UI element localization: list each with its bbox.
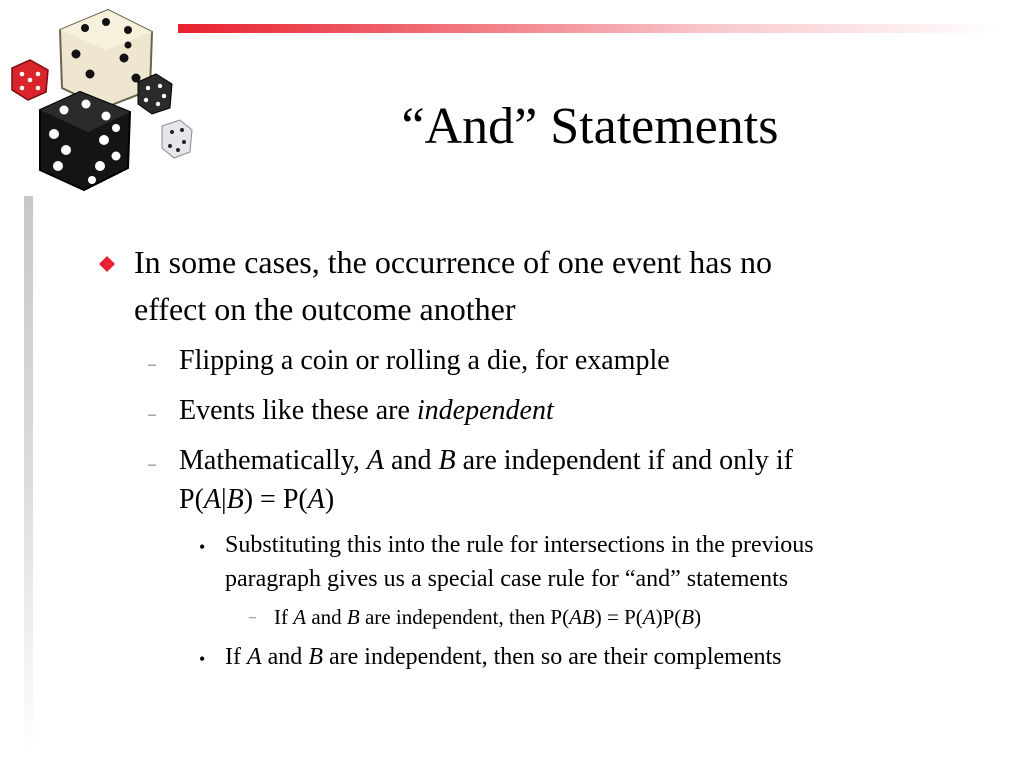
bullet-1-3-1-line-1: Substituting this into the rule for intersections in the previous bbox=[225, 532, 814, 558]
bullet-1-1: Flipping a coin or rolling a die, for example bbox=[179, 345, 670, 376]
bullet-1-3-line-2: P(A|B) = P(A) bbox=[179, 484, 335, 515]
bullet-1-2: Events like these are independent bbox=[179, 395, 554, 426]
emphasis-independent: independent bbox=[416, 395, 554, 426]
dash-marker: – bbox=[148, 406, 156, 423]
bullet-1-3-2: If A and B are independent, then so are their complements bbox=[225, 644, 782, 670]
bullet-1-line-2: effect on the outcome another bbox=[134, 291, 516, 327]
dash-marker: – bbox=[249, 610, 256, 625]
bullet-1-3-1-line-2: paragraph gives us a special case rule for “and” statements bbox=[225, 566, 789, 592]
dash-marker: – bbox=[148, 456, 156, 473]
dash-marker: – bbox=[148, 356, 156, 373]
bullet-1-3-1-1: If A and B are independent, then P(AB) = P(A)P(B) bbox=[274, 605, 702, 629]
slide-title: “And” Statements bbox=[401, 98, 779, 155]
bullet-1-line-1: In some cases, the occurrence of one event has no bbox=[134, 244, 772, 280]
bullet-1-3-line-1: Mathematically, A and B are independent if and only if bbox=[179, 445, 793, 476]
diamond-bullet-icon bbox=[98, 255, 116, 273]
dot-marker: • bbox=[199, 537, 206, 557]
dot-marker: • bbox=[199, 649, 206, 669]
